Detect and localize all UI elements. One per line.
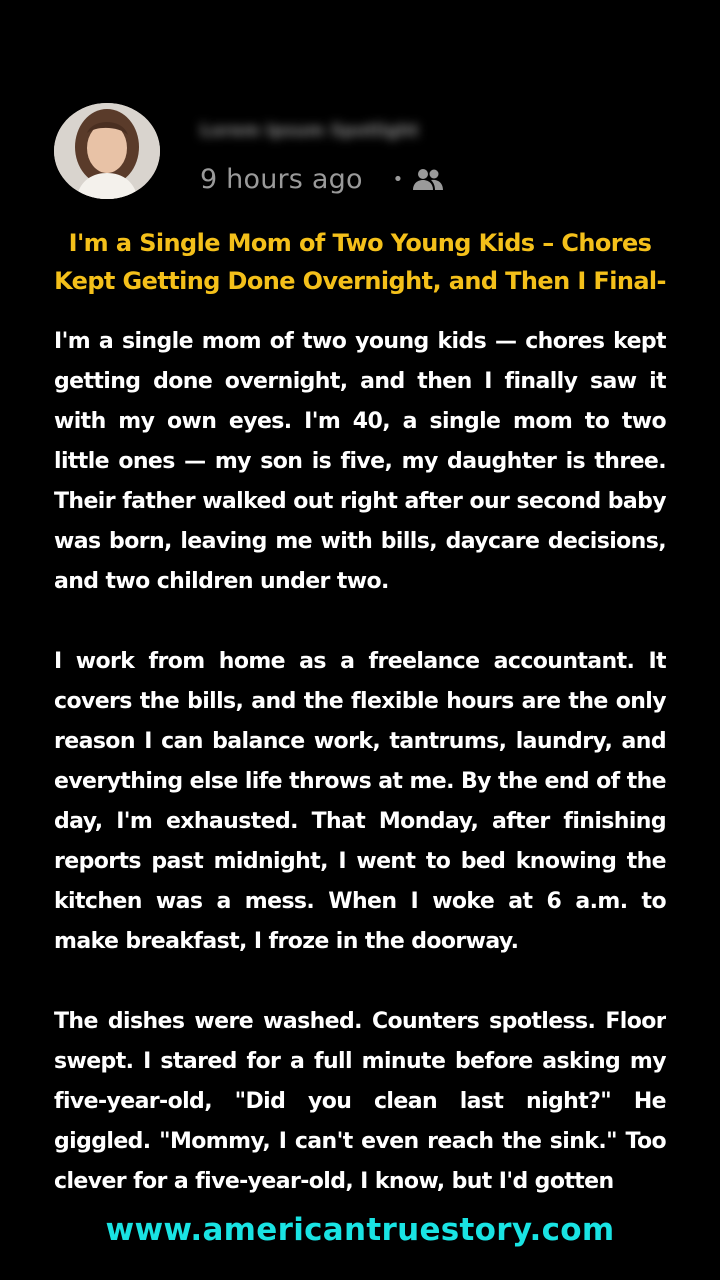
website-link[interactable]: www.americantruestory.com [105,1212,615,1248]
post-header [54,103,666,203]
avatar[interactable] [54,103,160,199]
friends-icon[interactable] [411,166,445,192]
story-title: I'm a Single Mom of Two Young Kids – Chores Kept Getting Done Overnight, and Then I Final- [54,229,666,295]
meta-separator: • [392,168,404,190]
author-name[interactable]: Lorem Ipsum Spotlight [200,121,419,141]
post-timestamp[interactable]: 9 hours ago [200,163,363,195]
story-body [54,322,666,1198]
story-paragraph: The dishes were washed. Counters spotless. Floor swept. I stared for a full minute before asking my five-year-old, "Did you clean last night?" He giggled. "Mommy, I can't even reach the sink." Too clever for a five-year-old, I know, but I'd gotten [54,1009,666,1194]
post-meta [200,161,445,197]
story-paragraph: I'm a single mom of two young kids — chores kept getting done overnight, and then I finally saw it with my own eyes. I'm 40, a single mom to two little ones — my son is five, my daughter is three. Their father walked out right after our second baby was born, leaving me with bills, daycare decisions, and two children under two. [54,329,666,594]
avatar-portrait [54,103,160,199]
story-paragraph: I work from home as a freelance accountant. It covers the bills, and the flexible hours are the only reason I can balance work, tantrums, laundry, and everything else life throws at me. By the end of the day, I'm exhausted. That Monday, after finishing reports past midnight, I went to bed knowing the kitchen was a mess. When I woke at 6 a.m. to make breakfast, I froze in the doorway. [54,649,666,954]
